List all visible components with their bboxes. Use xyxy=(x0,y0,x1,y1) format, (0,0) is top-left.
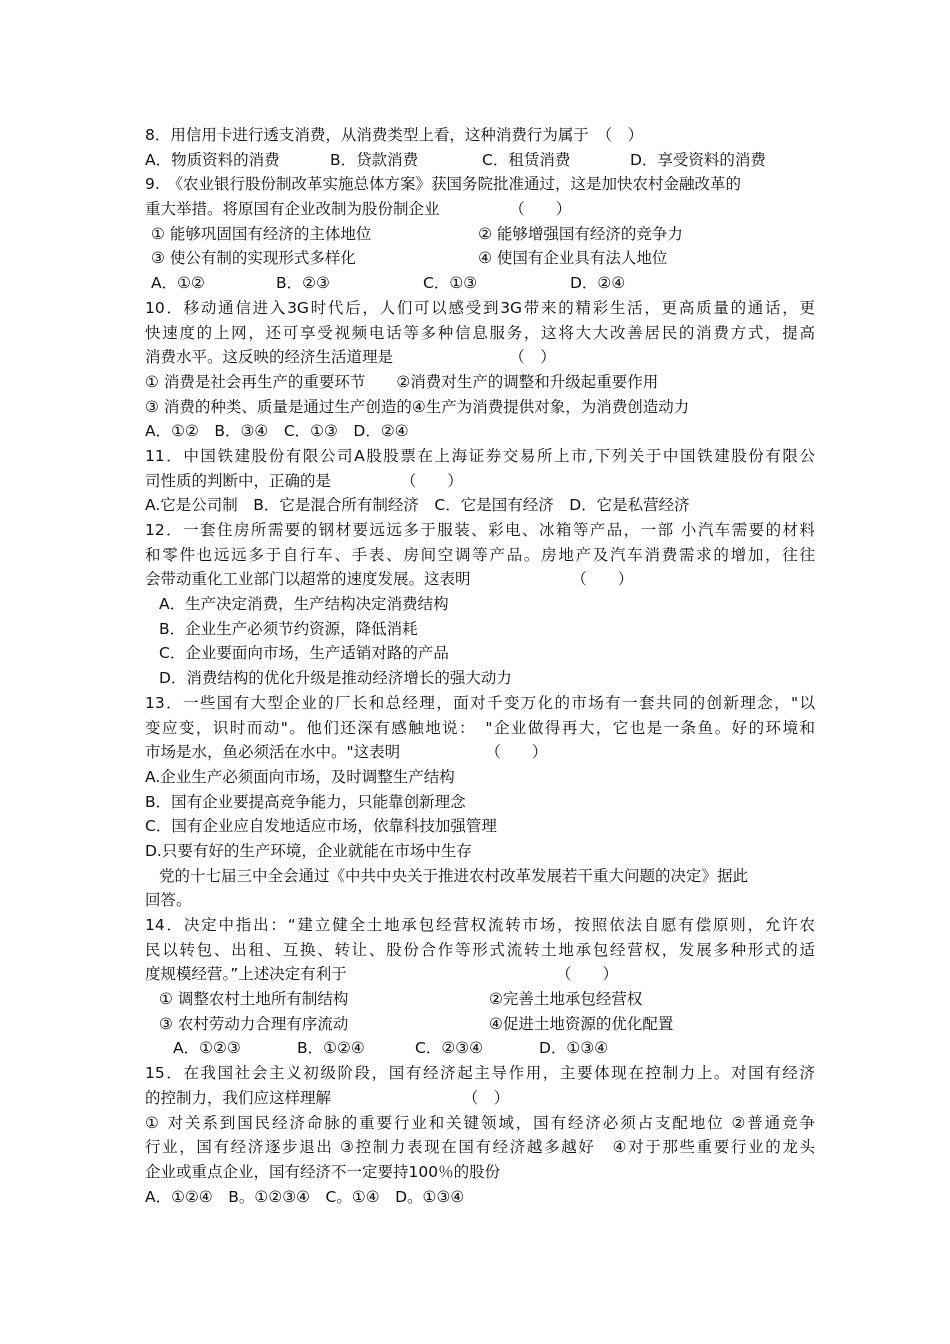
q9-item-4: ④ 使国有企业具有法人地位 xyxy=(478,249,668,268)
q12-stem-line-1: 12．一套住房所需要的钢材要远远多于服装、彩电、冰箱等产品，一部 小汽车需要的材料 xyxy=(145,521,815,539)
q12-option-d: D．消费结构的优化升级是推动经济增长的强大动力 xyxy=(159,669,512,688)
q9-options xyxy=(145,271,815,296)
q13-option-b: B．国有企业要提高竞争能力，只能靠创新理念 xyxy=(145,792,466,811)
q8-option-c: C．租赁消费 xyxy=(482,150,571,169)
q14-options xyxy=(145,1036,815,1061)
q10-stem-line-1: 10．移动通信进入3G时代后，人们可以感受到3G带来的精彩生活，更高质量的通话，更 xyxy=(145,298,815,317)
q9-stem-line-2: 重大举措。将原国有企业改制为股份制企业 （ ） xyxy=(145,200,572,219)
q11-stem-line-1: 11．中国铁建股份有限公司A股股票在上海证券交易所上市,下列关于中国铁建股份有限公 xyxy=(145,446,815,465)
q15-options: A．①②④ B。①②③④ C。①④ D。①③④ xyxy=(145,1187,465,1206)
q13-option-c: C．国有企业应自发地适应市场，依靠科技加强管理 xyxy=(145,817,497,836)
q13-option-a: A.企业生产必须面向市场，及时调整生产结构 xyxy=(145,767,455,786)
q12-stem-line-3: 会带动重化工业部门以超常的速度发展。这表明 （ ） xyxy=(145,570,634,589)
q11-stem-line-2: 司性质的判断中，正确的是 （ ） xyxy=(145,471,463,490)
q9-items-row-1 xyxy=(145,222,815,247)
q14-option-a: A．①②③ xyxy=(173,1039,241,1058)
q12-option-b: B．企业生产必须节约资源，降低消耗 xyxy=(159,619,418,638)
q10-items-line-2: ③ 消费的种类、质量是通过生产创造的④生产为消费提供对象，为消费创造动力 xyxy=(145,397,690,416)
q9-stem-line-1: 9. 《农业银行股份制改革实施总体方案》获国务院批准通过，这是加快农村金融改革的 xyxy=(145,175,742,194)
q9-item-2: ② 能够增强国有经济的竞争力 xyxy=(478,224,683,243)
q15-items-line-1: ① 对关系到国民经济命脉的重要行业和关键领域，国有经济必须占支配地位 ②普通竞争 xyxy=(145,1113,815,1132)
q15-items-line-3: 企业或重点企业，国有经济不一定要持100％的股份 xyxy=(145,1162,501,1181)
exam-page xyxy=(145,123,815,1209)
q9-option-d: D．②④ xyxy=(570,274,626,293)
q14-option-b: B．①②④ xyxy=(297,1039,365,1058)
q14-items-row-2 xyxy=(145,1012,815,1037)
q12-stem-line-2: 和零件也远远多于自行车、手表、房间空调等产品。房地产及汽车消费需求的增加，往往 xyxy=(145,545,815,564)
q13-stem-line-2: 变应变，识时而动"。他们还深有感触地说： "企业做得再大，它也是一条鱼。好的环境和 xyxy=(145,718,815,737)
q13-stem-line-3: 市场是水，鱼必须活在水中。"这表明 （ ） xyxy=(145,743,548,762)
q13-option-d: D.只要有好的生产环境，企业就能在市场中生存 xyxy=(145,841,472,860)
q15-stem-line-2: 的控制力，我们应这样理解 （ ） xyxy=(145,1088,510,1107)
section-intro-line-1: 党的十七届三中全会通过《中共中央关于推进农村改革发展若干重大问题的决定》据此 xyxy=(159,866,749,885)
q9-item-3: ③ 使公有制的实现形式多样化 xyxy=(151,249,356,268)
q8-options xyxy=(145,148,815,173)
q9-items-row-2 xyxy=(145,246,815,271)
q14-stem-line-1: 14．决定中指出：“建立健全土地承包经营权流转市场，按照依法自愿有偿原则，允许农 xyxy=(145,916,815,934)
q14-stem-line-2: 民以转包、出租、互换、转让、股份合作等形式流转土地承包经营权，发展多种形式的适 xyxy=(145,940,815,959)
q10-stem-line-3: 消费水平。这反映的经济生活道理是 （ ） xyxy=(145,348,556,367)
q12-option-a: A．生产决定消费，生产结构决定消费结构 xyxy=(159,595,449,614)
q11-options: A.它是公司制 B．它是混合所有制经济 C．它是国有经济 D．它是私营经济 xyxy=(145,496,690,515)
q10-items-line-1: ① 消费是社会再生产的重要环节 ②消费对生产的调整和升级起重要作用 xyxy=(145,372,659,391)
q10-stem-line-2: 快速度的上网，还可享受视频电话等多种信息服务，这将大大改善居民的消费方式，提高 xyxy=(145,323,815,342)
q14-option-d: D．①③④ xyxy=(539,1039,609,1058)
q14-item-4: ④促进土地资源的优化配置 xyxy=(489,1014,674,1033)
q12-option-c: C．企业要面向市场，生产适销对路的产品 xyxy=(159,644,449,663)
q14-item-2: ②完善土地承包经营权 xyxy=(489,990,643,1009)
q14-item-3: ③ 农村劳动力合理有序流动 xyxy=(159,1014,349,1033)
section-intro-line-2: 回答。 xyxy=(145,891,192,910)
q8-option-a: A．物质资料的消费 xyxy=(145,150,280,169)
q8-stem: 8．用信用卡进行透支消费，从消费类型上看，这种消费行为属于 （ ） xyxy=(145,126,644,144)
q14-items-row-1 xyxy=(145,987,815,1012)
q14-item-1: ① 调整农村土地所有制结构 xyxy=(159,990,349,1009)
q8-option-d: D．享受资料的消费 xyxy=(630,150,766,169)
q9-option-a: A．①② xyxy=(151,274,205,293)
q14-stem-line-3: 度规模经营。”上述决定有利于 （ ） xyxy=(145,965,619,984)
q8-option-b: B．贷款消费 xyxy=(330,150,419,169)
q9-option-c: C．①③ xyxy=(423,274,478,293)
q15-items-line-2: 行业，国有经济逐步退出 ③控制力表现在国有经济越多越好 ④对于那些重要行业的龙头 xyxy=(145,1138,815,1157)
q9-option-b: B．②③ xyxy=(276,274,330,293)
q14-option-c: C．②③④ xyxy=(415,1039,484,1058)
q9-item-1: ① 能够巩固国有经济的主体地位 xyxy=(151,224,372,243)
q13-stem-line-1: 13．一些国有大型企业的厂长和总经理，面对千变万化的市场有一套共同的创新理念，"以 xyxy=(145,693,815,712)
q10-options: A．①② B．③④ C．①③ D．②④ xyxy=(145,422,409,441)
q15-stem-line-1: 15．在我国社会主义初级阶段，国有经济起主导作用，主要体现在控制力上。对国有经济 xyxy=(145,1064,815,1083)
